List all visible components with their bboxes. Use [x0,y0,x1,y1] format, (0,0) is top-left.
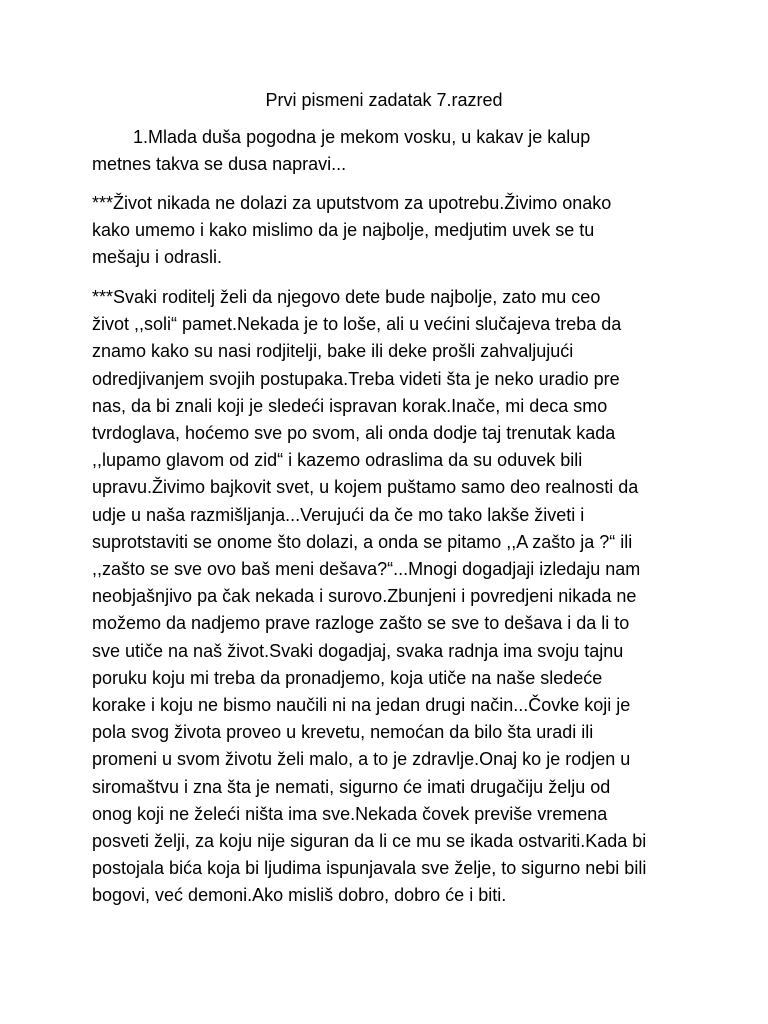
text-line: možemo da nadjemo prave razloge zašto se sve to dešava i da li to [92,613,630,634]
text-line: bogovi, već demoni.Ako misliš dobro, dobro će i biti. [92,885,507,906]
text-line: ***Život nikada ne dolazi za uputstvom za upotrebu.Živimo onako [92,193,612,213]
text-line: posveti želji, za koju nije siguran da li ce mu se ikada ostvariti.Kada bi [92,831,647,852]
text-line: pola svog života proveo u krevetu, nemoćan da bilo šta uradi ili [92,722,594,743]
text-line: poruku koju mi treba da pronadjemo, koja utiče na naše sledeće [92,667,603,688]
paragraph-1 [92,124,692,178]
text-line: ,,lupamo glavom od zid“ i kazemo odraslima da su oduvek bili [92,450,583,471]
text-line: sve utiče na naš život.Svaki dogadjaj, svaka radnja ima svoju tajnu [92,640,624,661]
text-line: ***Svaki roditelj želi da njegovo dete bude najbolje, zato mu ceo [92,287,601,307]
text-line: tvrdoglava, hoćemo sve po svom, ali onda dodje taj trenutak kada [92,423,616,444]
text-line: mešaju i odrasli. [92,247,223,267]
text-line: udje u naša razmišljanja...Verujući da če mo tako lakše živeti i [92,504,585,525]
text-line: ,,zašto se sve ovo baš meni dešava?“...Mnogi dogadjaji izledaju nam [92,559,641,580]
text-line: siromaštvu i zna šta je nemati, sigurno će imati drugačiju želju od [92,776,611,797]
text-line: nas, da bi znali koji je sledeći ispravan korak.Inače, mi deca smo [92,395,608,416]
text-line: 1.Mlada duša pogodna je mekom vosku, u kakav je kalup [133,127,591,147]
text-line: korake i koju ne bismo naučili ni na jedan drugi način...Čovke koji je [92,695,631,716]
text-line: suprotstaviti se onome što dolazi, a onda se pitamo ,,A zašto ja ?“ ili [92,531,633,552]
text-line: promeni u svom životu želi malo, a to je zdravlje.Onaj ko je rodjen u [92,749,631,770]
text-line: život ,,soli“ pamet.Nekada je to loše, ali u većini slučajeva treba da [92,314,622,335]
text-line: neobjašnjivo pa čak nekada i surovo.Zbunjeni i povredjeni nikada ne [92,586,637,607]
text-line: postojala bića koja bi ljudima ispunjavala sve želje, to sigurno nebi bili [92,858,647,879]
text-line: odredjivanjem svojih postupaka.Treba videti šta je neko uradio pre [92,368,620,389]
text-line: metnes takva se dusa napravi... [92,154,347,174]
text-line: znamo kako su nasi rodjitelji, bake ili deke prošli zahvaljujući [92,341,574,362]
text-line: onog koji ne želeći ništa ima sve.Nekada čovek previše vremena [92,803,608,824]
text-line: upravu.Živimo bajkovit svet, u kojem puštamo samo deo realnosti da [92,477,639,498]
paragraph-3 [92,284,692,910]
page-title: Prvi pismeni zadatak 7.razred [265,90,503,110]
paragraph-2 [92,190,692,271]
text-line: kako umemo i kako mislimo da je najbolje, medjutim uvek se tu [92,220,595,240]
